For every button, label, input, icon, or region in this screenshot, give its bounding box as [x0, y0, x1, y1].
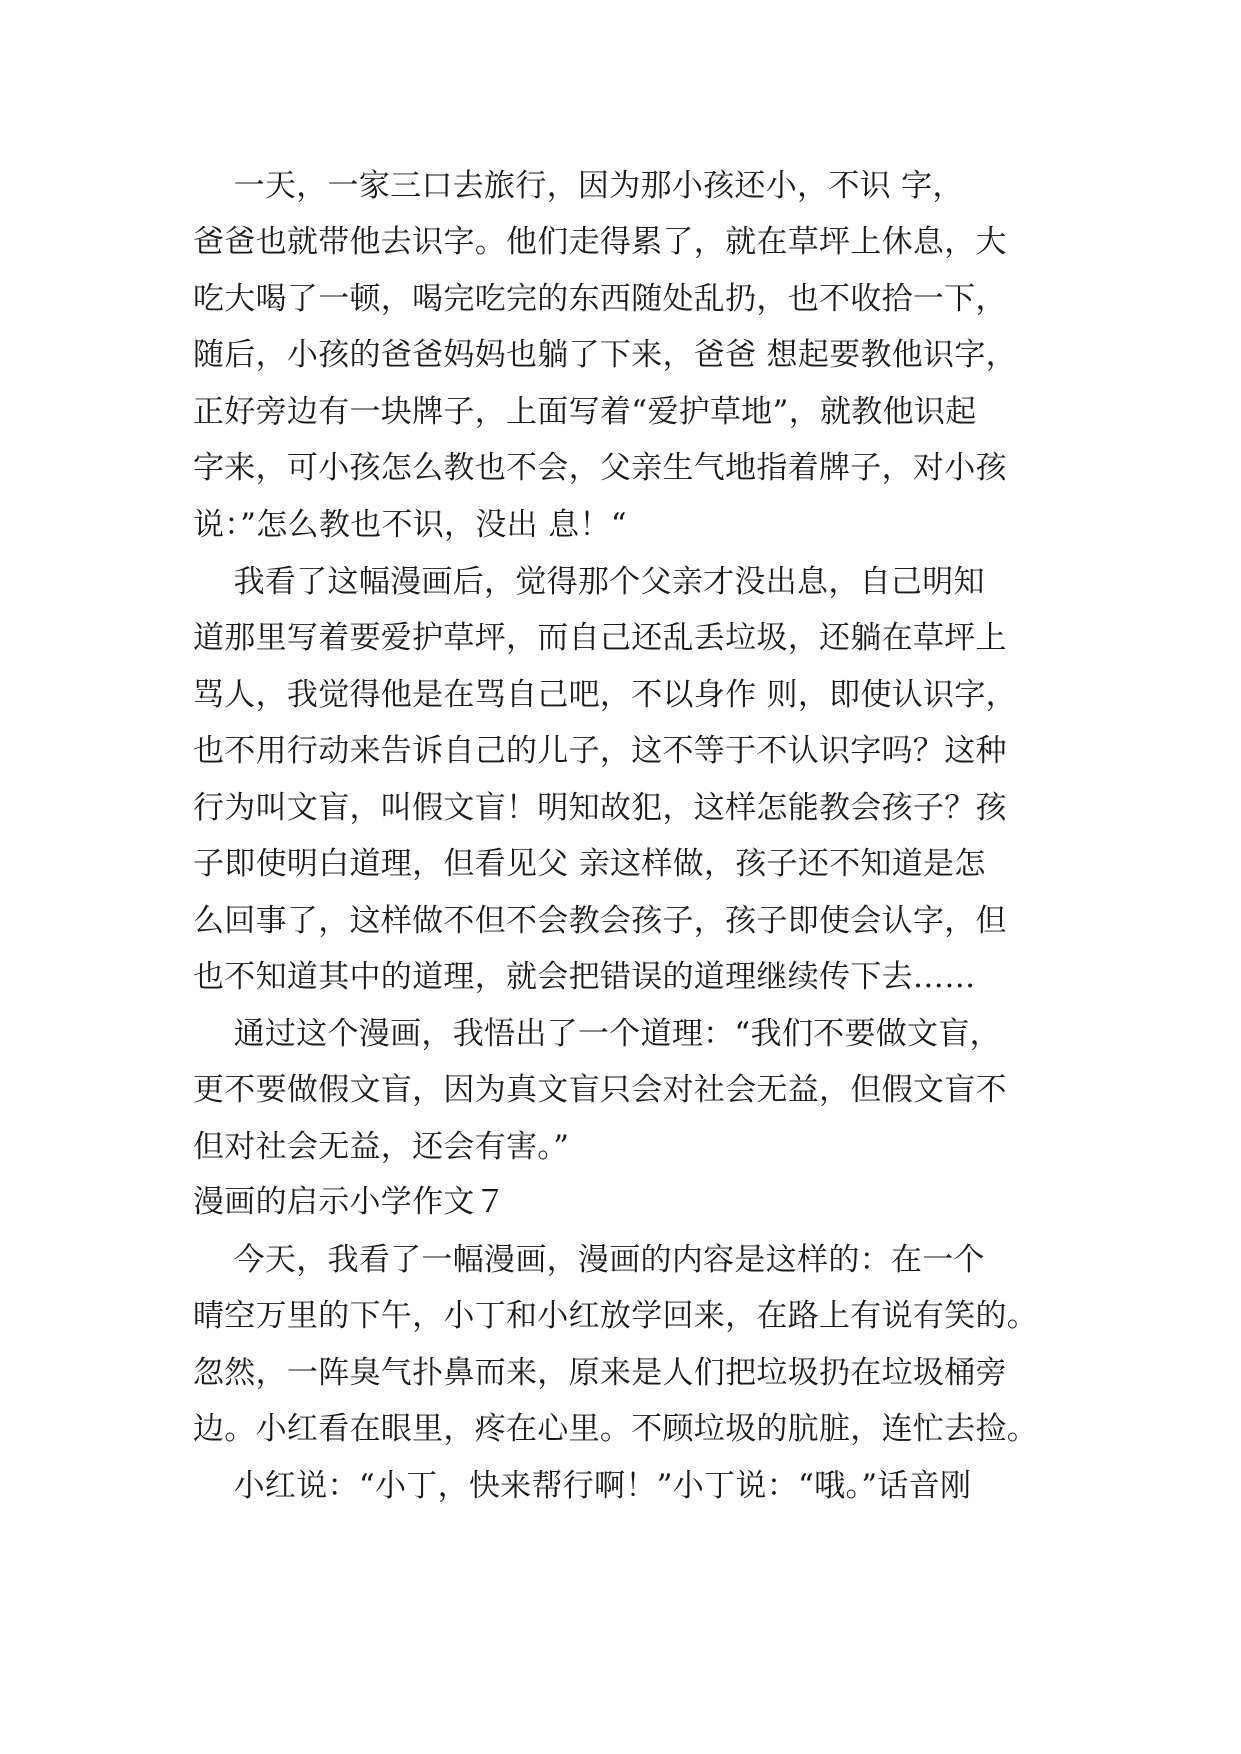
text-line: 我看了这幅漫画后，觉得那个父亲才没出息，自己明知: [193, 564, 985, 600]
text-line: 道那里写着要爱护草坪，而自己还乱丢垃圾，还躺在草坪上: [193, 620, 1007, 656]
text-line: 边。小红看在眼里，疼在心里。不顾垃圾的肮脏，连忙去捡。: [193, 1411, 1039, 1447]
text-line: 一天，一家三口去旅行，因为那小孩还小，不识 字，: [193, 168, 964, 204]
text-line: 小红说：“小丁，快来帮行啊！”小丁说：“哦。”话音刚: [193, 1468, 972, 1504]
text-line: 说：”怎么教也不识，没出 息！“: [193, 507, 627, 543]
text-line: 也不知道其中的道理，就会把错误的道理继续传下去……: [193, 959, 976, 995]
text-line: 字来，可小孩怎么教也不会，父亲生气地指着牌子，对小孩: [193, 450, 1007, 486]
text-line: 子即使明白道理，但看见父 亲这样做，孩子还不知道是怎: [193, 846, 986, 882]
text-line: 行为叫文盲，叫假文盲！明知故犯，这样怎能教会孩子？孩: [193, 790, 1007, 826]
text-line: 今天，我看了一幅漫画，漫画的内容是这样的：在一个: [193, 1242, 985, 1278]
text-line: 晴空万里的下午，小丁和小红放学回来，在路上有说有笑的。: [193, 1298, 1039, 1334]
section-heading: 漫画的启示小学作文７: [193, 1184, 506, 1220]
text-line: 忽然，一阵臭气扑鼻而来，原来是人们把垃圾扔在垃圾桶旁: [193, 1355, 1007, 1391]
text-line: 更不要做假文盲，因为真文盲只会对社会无益，但假文盲不: [193, 1072, 1007, 1108]
text-line: 骂人，我觉得他是在骂自己吧，不以身作 则，即使认识字，: [193, 677, 1017, 713]
text-line: 但对社会无益，还会有害。”: [193, 1129, 570, 1165]
text-line: 么回事了，这样做不但不会教会孩子，孩子即使会认字，但: [193, 903, 1007, 939]
text-line: 通过这个漫画，我悟出了一个道理：“我们不要做文盲，: [193, 1016, 1001, 1052]
text-line: 正好旁边有一块牌子，上面写着“爱护草地”，就教他识起: [193, 394, 977, 430]
text-line: 爸爸也就带他去识字。他们走得累了，就在草坪上休息，大: [193, 224, 1007, 260]
text-line: 吃大喝了一顿，喝完吃完的东西随处乱扔，也不收拾一下，: [193, 281, 1007, 317]
text-line: 也不用行动来告诉自己的儿子，这不等于不认识字吗？这种: [193, 733, 1007, 769]
text-line: 随后，小孩的爸爸妈妈也躺了下来，爸爸 想起要教他识字，: [193, 337, 1017, 373]
